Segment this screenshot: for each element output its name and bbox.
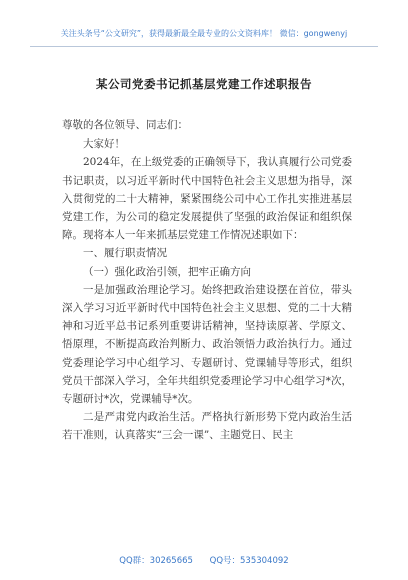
body-paragraph: 一是加强政治理论学习。始终把政治建设摆在首位，带头深入学习习近平新时代中国特色社会主义思想、党的二十大精神和习近平总书记系列重要讲话精神，坚持读原著、学原文、悟原理，不断提高政治判断力、政治领悟力政治执行力。通过党委理论学习中心组学习、专题研讨、党课辅导等形式，组织党员干部深入学习，全年共组织党委理论学习中心组学习*次，专题研讨*次，党课辅导*次。 — [62, 283, 352, 406]
body-paragraph: 二是严肃党内政治生活。严格执行新形势下党内政治生活若干准则，认真落实“三会一课”、主题党日、民主 — [62, 411, 352, 442]
header-banner: 关注头条号“公文研究”，获得最新最全最专业的公文资料库！ 微信：gongwenyj — [60, 29, 348, 38]
section-heading: 一、履行职责情况 — [83, 247, 167, 260]
intro-paragraph: 2024年，在上级党委的正确领导下，我认真履行公司党委书记职责，以习近平新时代中国特色社会主义思想为指导，深入贯彻党的二十大精神，紧紧围绕公司中心工作扎实推进基层党建工作，为公司的稳定发展提供了坚强的政治保证和组织保障。现将本人一年来抓基层党建工作情况述职如下： — [62, 156, 352, 242]
greeting: 大家好！ — [83, 138, 125, 151]
salutation: 尊敬的各位领导、同志们： — [62, 119, 188, 131]
qq-group: QQ群：30265665 — [119, 556, 193, 566]
document-title: 某公司党委书记抓基层党建工作述职报告 — [96, 77, 312, 91]
subsection-heading: （一）强化政治引领，把牢正确方向 — [83, 265, 251, 278]
qq-number: QQ号：535304092 — [209, 556, 289, 566]
document-body — [62, 116, 352, 445]
footer-contacts — [0, 554, 408, 566]
header-divider — [30, 46, 378, 47]
